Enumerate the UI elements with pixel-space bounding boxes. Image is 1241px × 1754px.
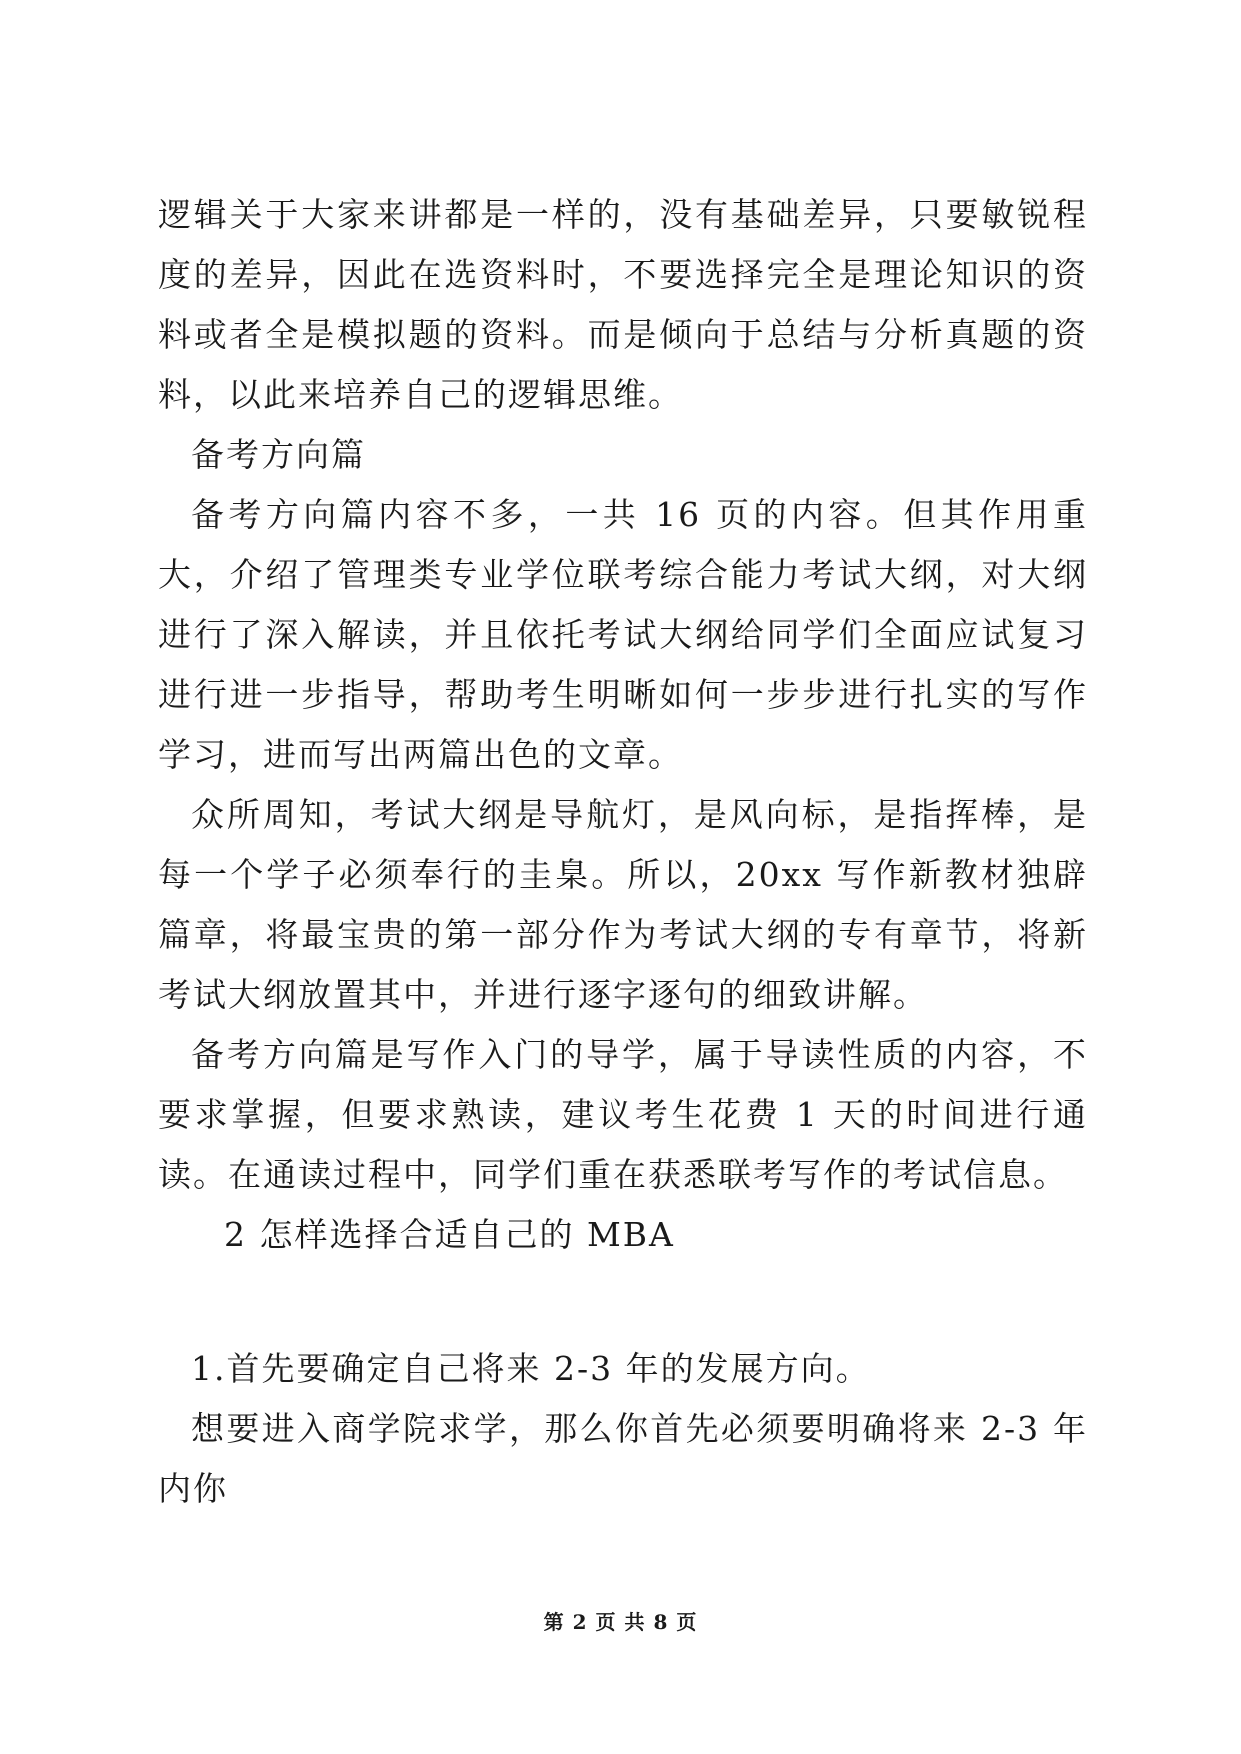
document-body: [158, 185, 1088, 1519]
section-heading-exam-direction: 备考方向篇: [191, 435, 366, 474]
paragraph-exam-direction-guide: 备考方向篇是写作入门的导学，属于导读性质的内容，不要求掌握，但要求熟读，建议考生花费 1 天的时间进行通读。在通读过程中，同学们重在获悉联考写作的考试信息。: [158, 1035, 1088, 1194]
section-heading-choose-mba: 2 怎样选择合适自己的 MBA: [224, 1215, 675, 1254]
paragraph-exam-direction-intro: 备考方向篇内容不多，一共 16 页的内容。但其作用重大，介绍了管理类专业学位联考综合能力考试大纲，对大纲进行了深入解读，并且依托考试大纲给同学们全面应试复习进行进一步指导，帮助考生明晰如何一步步进行扎实的写作学习，进而写出两篇出色的文章。: [158, 495, 1088, 774]
paragraph-logic-materials: 逻辑关于大家来讲都是一样的，没有基础差异，只要敏锐程度的差异，因此在选资料时，不要选择完全是理论知识的资料或者全是模拟题的资料。而是倾向于总结与分析真题的资料，以此来培养自己的逻辑思维。: [158, 195, 1088, 414]
paragraph-business-school: 想要进入商学院求学，那么你首先必须要明确将来 2-3 年内你: [158, 1409, 1088, 1508]
list-item-career-direction: 1.首先要确定自己将来 2-3 年的发展方向。: [191, 1349, 871, 1388]
paragraph-exam-syllabus: 众所周知，考试大纲是导航灯，是风向标，是指挥棒，是每一个学子必须奉行的圭臬。所以，20xx 写作新教材独辟篇章，将最宝贵的第一部分作为考试大纲的专有章节，将新考试大纲放置其中，并进行逐字逐句的细致讲解。: [158, 795, 1088, 1014]
page-number-footer: 第 2 页 共 8 页: [543, 1610, 698, 1634]
